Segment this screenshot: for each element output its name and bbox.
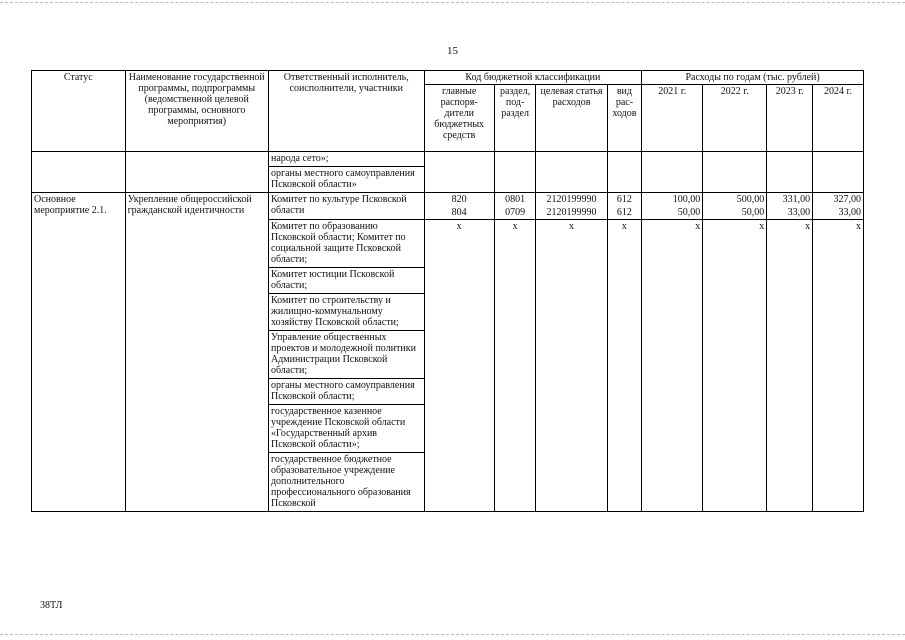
cont-executor-1: народа сето»; [270,153,329,164]
cell-2022-2: 50,00 [703,206,767,220]
continuation-row [32,152,864,193]
cont-executor-2: органы местного самоуправления Псковской области» [269,166,424,192]
participant-6: государственное казенное учреждение Псковской области «Государственный архив Псковской области»; [269,404,424,452]
header-target: целевая статья расходов [536,85,607,152]
cell-2021-2: 50,00 [642,206,703,220]
cell-2024-1: 327,00 [813,193,864,207]
participants-cell [268,220,424,512]
x-2022: x [703,220,767,512]
header-kind: вид рас-ходов [607,85,642,152]
row-executor-main: Комитет по культуре Псковской области [268,193,424,220]
cell-2023-2: 33,00 [767,206,813,220]
x-grbs: x [424,220,494,512]
cell-grbs-2: 804 [424,206,494,220]
cell-target-1: 2120199990 [536,193,607,207]
cont-name-cell [125,152,268,193]
header-name: Наименование государственной программы, подпрограммы (ведомственной целевой программы, основного мероприятия) [125,71,268,152]
header-status: Статус [32,71,126,152]
cell-2024-2: 33,00 [813,206,864,220]
cell-2023-1: 331,00 [767,193,813,207]
participant-1: Комитет по образованию Псковской области; Комитет по социальной защите Псковской области; [270,221,406,265]
header-section: раздел, под-раздел [494,85,536,152]
scan-edge-bottom [0,634,905,635]
cell-2021-1: 100,00 [642,193,703,207]
cell-target-2: 2120199990 [536,206,607,220]
cell-section-1: 0801 [494,193,536,207]
header-grbs: главные распоря-дители бюджетных средств [424,85,494,152]
x-kind: x [607,220,642,512]
row-name: Укрепление общероссийской гражданской идентичности [125,193,268,512]
header-2024: 2024 г. [813,85,864,152]
participant-2: Комитет юстиции Псковской области; [269,267,424,293]
page-number: 15 [447,45,458,57]
participant-3: Комитет по строительству и жилищно-коммунальному хозяйству Псковской области; [269,293,424,330]
x-2024: x [813,220,864,512]
x-section: x [494,220,536,512]
header-2022: 2022 г. [703,85,767,152]
cell-grbs-1: 820 [424,193,494,207]
header-expenses: Расходы по годам (тыс. рублей) [642,71,864,85]
participant-7: государственное бюджетное образовательное учреждение дополнительного профессионального образования Псковской [269,452,424,511]
participant-5: органы местного самоуправления Псковской области; [269,378,424,404]
x-target: x [536,220,607,512]
header-budget-code: Код бюджетной классификации [424,71,642,85]
x-2023: x [767,220,813,512]
cont-status-cell [32,152,126,193]
budget-table [31,70,864,512]
participant-4: Управление общественных проектов и молодежной политики Администрации Псковской области; [269,330,424,378]
document-code: 38ТЛ [40,600,63,611]
header-2021: 2021 г. [642,85,703,152]
cell-section-2: 0709 [494,206,536,220]
cell-kind-2: 612 [607,206,642,220]
header-row-1 [32,71,864,85]
header-2023: 2023 г. [767,85,813,152]
header-executor: Ответственный исполнитель, соисполнители, участники [268,71,424,152]
x-2021: x [642,220,703,512]
cell-kind-1: 612 [607,193,642,207]
row-status: Основное мероприятие 2.1. [32,193,126,512]
cell-2022-1: 500,00 [703,193,767,207]
scan-edge-top [0,2,905,3]
main-row-1 [32,193,864,207]
